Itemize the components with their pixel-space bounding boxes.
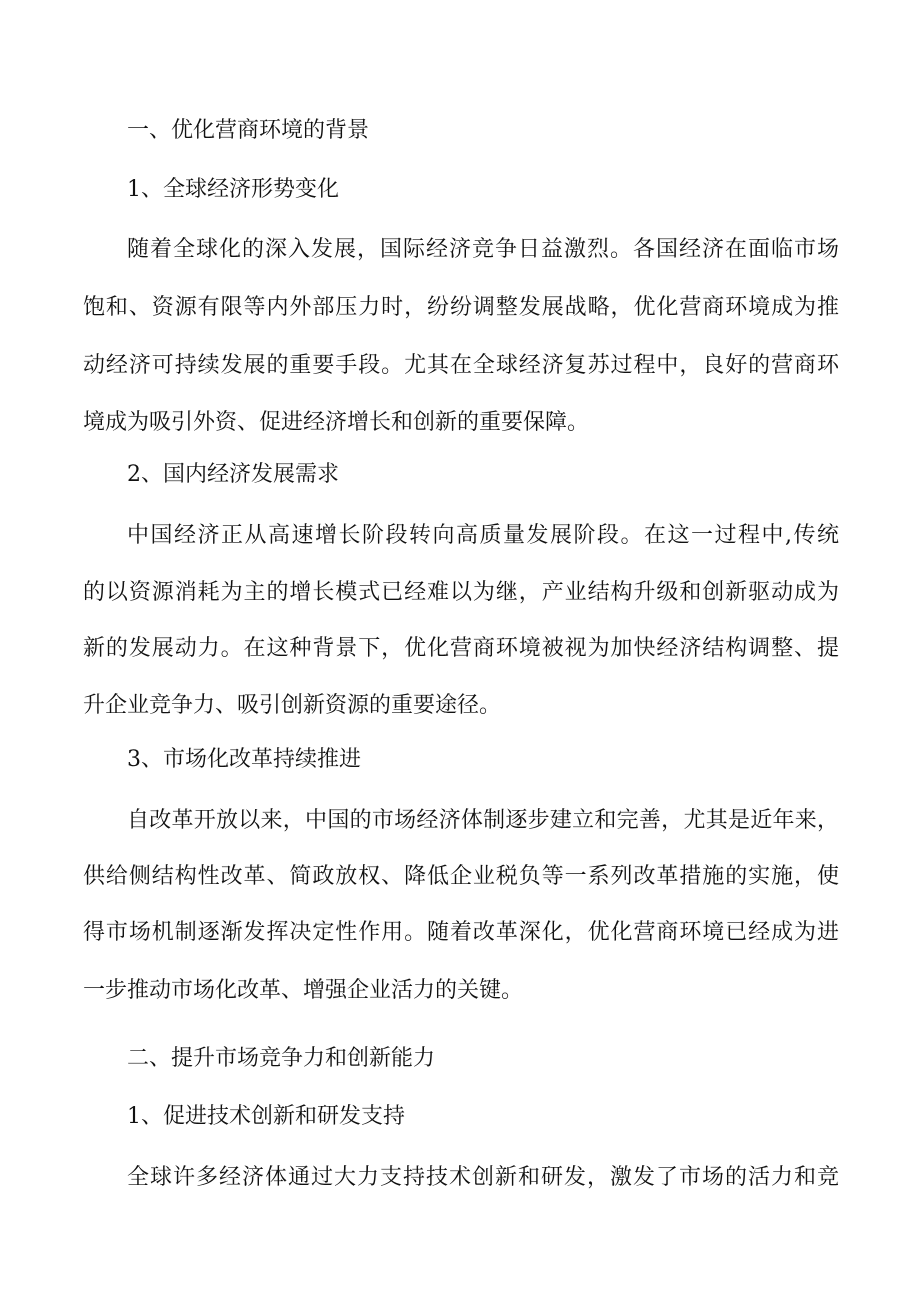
paragraph-line: 动经济可持续发展的重要手段。尤其在全球经济复苏过程中，良好的营商环 (83, 353, 839, 378)
section-heading: 二、提升市场竞争力和创新能力 (127, 1046, 436, 1071)
paragraph-line: 自改革开放以来，中国的市场经济体制逐步建立和完善，尤其是近年来， (127, 808, 839, 833)
paragraph-line: 得市场机制逐渐发挥决定性作用。随着改革深化，优化营商环境已经成为进 (83, 920, 839, 945)
paragraph-line: 新的发展动力。在这种背景下，优化营商环境被视为加快经济结构调整、提 (83, 636, 839, 661)
subsection-title: 1、全球经济形势变化 (127, 177, 339, 202)
paragraph-line: 一步推动市场化改革、增强企业活力的关键。 (83, 978, 524, 1003)
paragraph-line: 供给侧结构性改革、简政放权、降低企业税负等一系列改革措施的实施，使 (83, 864, 839, 889)
subsection-title: 3、市场化改革持续推进 (127, 747, 361, 772)
paragraph-line: 的以资源消耗为主的增长模式已经难以为继，产业结构升级和创新驱动成为 (83, 580, 839, 605)
subsection-title: 1、促进技术创新和研发支持 (127, 1104, 405, 1129)
paragraph-line: 饱和、资源有限等内外部压力时，纷纷调整发展战略，优化营商环境成为推 (83, 295, 839, 320)
section-heading: 一、优化营商环境的背景 (127, 118, 370, 143)
subsection-title: 2、国内经济发展需求 (127, 462, 339, 487)
paragraph-line: 全球许多经济体通过大力支持技术创新和研发，激发了市场的活力和竞 (127, 1165, 839, 1190)
paragraph-line: 境成为吸引外资、促进经济增长和创新的重要保障。 (83, 410, 590, 435)
paragraph-line: 中国经济正从高速增长阶段转向高质量发展阶段。在这一过程中,传统 (127, 523, 839, 548)
paragraph-line: 升企业竞争力、吸引创新资源的重要途径。 (83, 693, 502, 718)
paragraph-line: 随着全球化的深入发展，国际经济竞争日益激烈。各国经济在面临市场 (127, 237, 839, 262)
